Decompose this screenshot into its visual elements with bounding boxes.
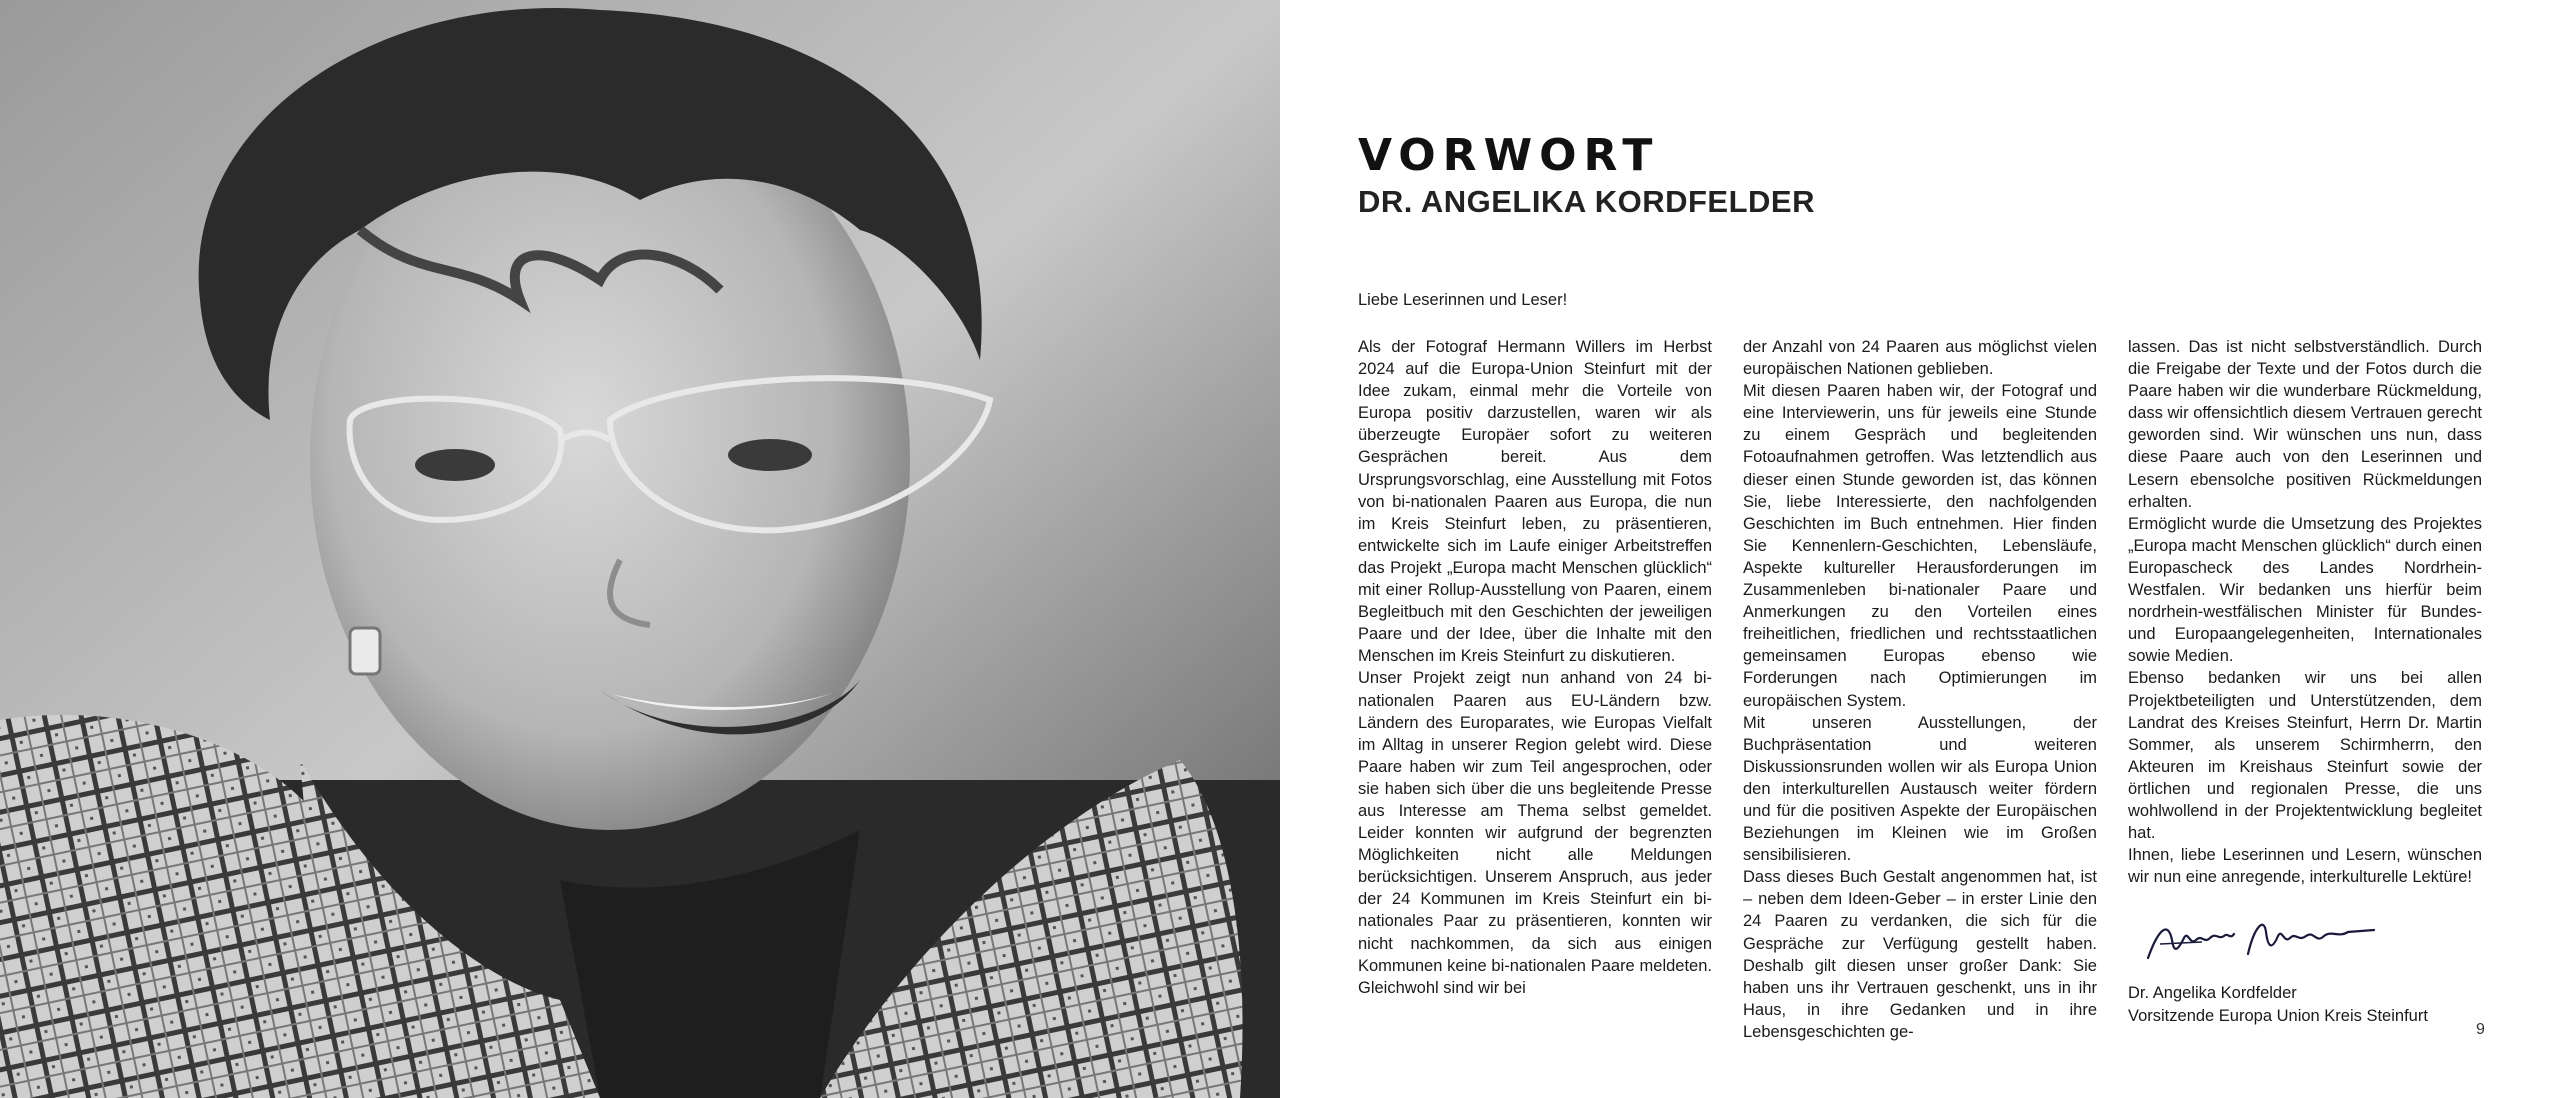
paragraph: der Anzahl von 24 Paaren aus möglichst vielen europäischen Nationen geblieben. — [1743, 338, 2097, 379]
author-title: Vorsitzende Europa Union Kreis Steinfurt — [2128, 1006, 2428, 1025]
paragraph: Unser Projekt zeigt nun anhand von 24 bi-nationalen Paaren aus EU-Ländern bzw. Ländern des Europarates, wie Europas Vielfalt im Alltag in unserer Region gelebt wird. Diese Paare haben wir zum Teil angesprochen, oder sie haben sich über die uns begleitende Presse aus Interesse am Thema selbst gemeldet. Leider konnten wir aufgrund der begrenzten Möglichkeiten nicht alle Meldungen berücksichtigen. Unserem Anspruch, aus jeder der 24 Kommunen im Kreis Steinfurt ein bi-nationales Paar zu präsentieren, konnten wir nicht nachkommen, da sich aus einigen Kommunen keine bi-nationalen Paare meldeten. Gleichwohl sind wir bei — [1358, 669, 1712, 997]
author-name: Dr. Angelika Kordfelder — [2128, 984, 2297, 1003]
paragraph: Dass dieses Buch Gestalt angenommen hat, ist – neben dem Ideen-Geber – in erster Linie den 24 Paaren zu verdanken, die sich für die Gespräche zur Verfügung gestellt haben. Deshalb gilt diesen unser großer Dank: Sie haben uns ihr Vertrauen geschenkt, uns in ihr Haus, in ihre Gedanken und in ihre Lebensgeschichten ge- — [1743, 868, 2097, 1041]
paragraph: Ermöglicht wurde die Umsetzung des Projektes „Europa macht Menschen glücklich“ durch einen Europascheck des Landes Nordrhein-Westfalen. Wir bedanken uns hierfür beim nordrhein-westfälischen Minister für Bundes- und Europaangelegenheiten, Internationales sowie Medien. — [2128, 514, 2482, 666]
page-number: 9 — [2476, 1021, 2485, 1038]
text-column-2 — [1743, 336, 2097, 1043]
paragraph: lassen. Das ist nicht selbstverständlich. Durch die Freigabe der Texte und der Fotos durch die Paare haben wir die wunderbare Rückmeldung, dass wir offensichtlich diesem Vertrauen gerecht geworden sind. Wir wünschen uns nun, dass diese Paare auch von den Leserinnen und Lesern ebensolche positiven Rückmeldungen erhalten. — [2128, 338, 2482, 511]
paragraph: Ihnen, liebe Leserinnen und Lesern, wünschen wir nun eine anregende, interkulturelle Lektüre! — [2128, 846, 2482, 887]
paragraph: Als der Fotograf Hermann Willers im Herbst 2024 auf die Europa-Union Steinfurt mit der Idee zukam, einmal mehr die Vorteile von Europa positiv darzustellen, waren wir als überzeugte Europäer sofort zu weiteren Gesprächen bereit. Aus dem Ursprungsvorschlag, eine Ausstellung mit Fotos von bi-nationalen Paaren aus Europa, die nun im Kreis Steinfurt leben, zu präsentieren, entwickelte sich im Laufe einiger Arbeitstreffen das Projekt „Europa macht Menschen glücklich“ mit einer Rollup-Ausstellung von Paaren, einem Begleitbuch mit den Geschichten der jeweiligen Paare und der Idee, über die Inhalte mit den Menschen im Kreis Steinfurt zu diskutieren. — [1358, 338, 1712, 666]
author-heading: DR. ANGELIKA KORDFELDER — [1358, 184, 1815, 219]
page-heading: VORWORT — [1358, 130, 1660, 181]
salutation: Liebe Leserinnen und Leser! — [1358, 291, 1568, 309]
paragraph: Mit unseren Ausstellungen, der Buchpräsentation und weiteren Diskussionsrunden wollen wir als Europa Union den interkulturellen Austausch weiter fördern und für die positiven Aspekte der Europäischen Beziehungen im Kleinen wie im Großen sensibilisieren. — [1743, 713, 2097, 865]
paragraph: Mit diesen Paaren haben wir, der Fotograf und eine Interviewerin, uns für jeweils eine Stunde zu einem Gespräch und begleitenden Fotoaufnahmen getroffen. Was letztendlich aus dieser einen Stunde geworden ist, das können Sie, liebe Interessierte, den nachfolgenden Geschichten im Buch entnehmen. Hier finden Sie Kennenlern-Geschichten, Lebensläufe, Aspekte kultureller Herausforderungen im Zusammenleben bi-nationaler Paare und Anmerkungen zu den Vorteilen eines freiheitlichen, friedlichen und rechtsstaatlichen gemeinsamen Europas ebenso wie Forderungen nach Optimierungen im europäischen System. — [1743, 382, 2097, 710]
text-column-3 — [2128, 336, 2482, 1027]
text-page — [1280, 0, 2560, 1098]
handwritten-signature — [2138, 910, 2378, 970]
text-column-1 — [1358, 336, 1712, 999]
paragraph: Ebenso bedanken wir uns bei allen Projektbeteiligten und Unterstützenden, dem Landrat des Kreises Steinfurt, Herrn Dr. Martin Sommer, als unserem Schirmherrn, den Akteuren im Kreishaus Steinfurt sowie der örtlichen und regionalen Presse, die uns wohlwollend in der Projektentwicklung begleitet hat. — [2128, 669, 2482, 843]
